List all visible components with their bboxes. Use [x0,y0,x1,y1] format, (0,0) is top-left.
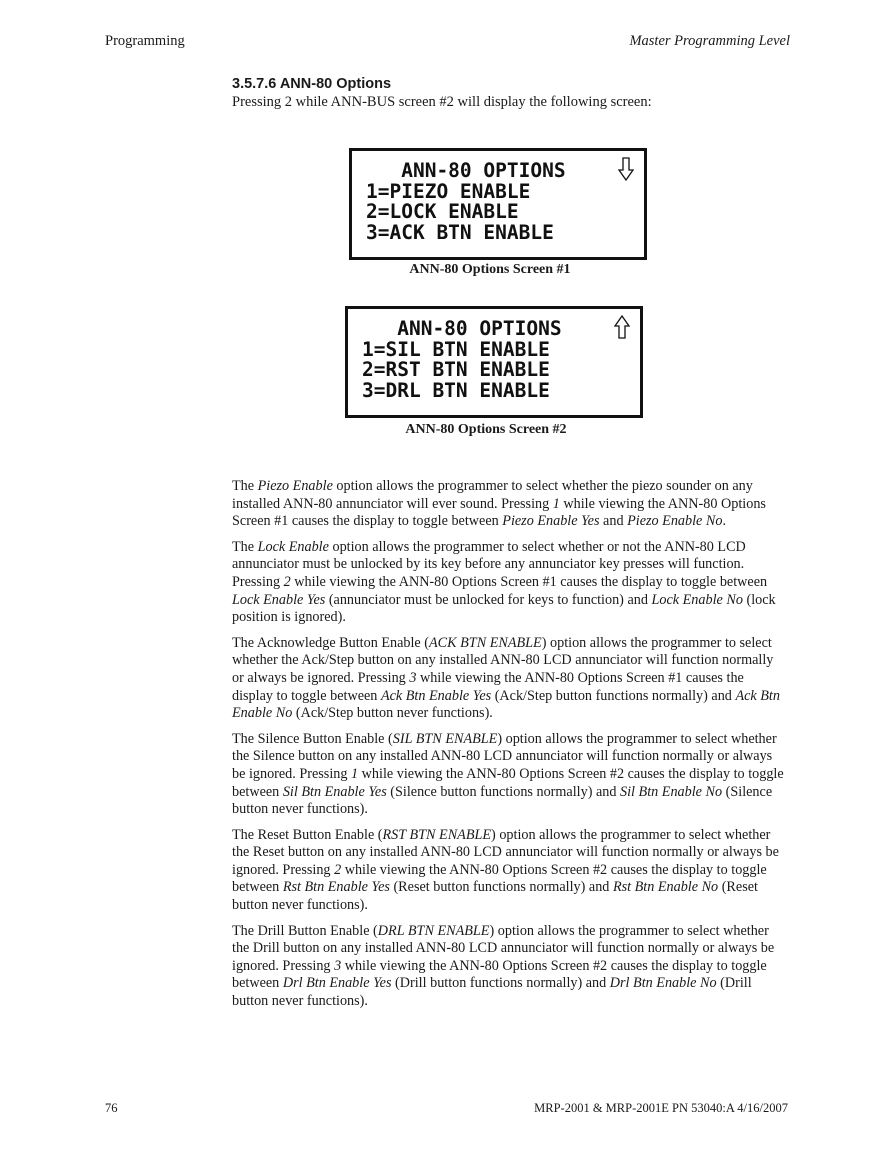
text-run: (Ack/Step button never functions). [292,705,493,722]
text-run: (Reset button never functions). [232,879,758,914]
text-run: The Reset Button Enable ( [232,826,383,843]
text-run: The Acknowledge Button Enable ( [232,634,429,651]
text-run: The [232,478,258,494]
section-intro: Pressing 2 while ANN-BUS screen #2 will display the following screen: [232,94,652,110]
italic-term: Ack Btn Enable No [232,687,780,722]
lcd-screen-2 [345,306,643,418]
body-paragraph [232,827,788,915]
italic-term: Rst Btn Enable Yes [282,879,390,896]
text-run: ) option allows the programmer to select whether the Drill button on any installed ANN-80 LCD annunciator will function normally or always be ignored. Pressing [232,922,775,974]
lcd-line: ANN-80 OPTIONS [362,317,562,340]
lcd-screen-1-caption: ANN-80 Options Screen #1 [409,262,571,277]
text-run: (Drill button never functions). [232,975,752,1010]
text-run: . [722,513,726,530]
text-run: while viewing the ANN-80 Options Screen #2 causes the display to toggle between [232,957,767,992]
italic-term: Lock Enable [257,538,329,555]
text-run: (Reset button functions normally) and [389,879,613,896]
text-run: (annunciator must be unlocked for keys to function) and [325,591,652,608]
italic-term: Piezo Enable Yes [502,513,600,530]
header-section-label: Programming [105,33,185,49]
text-run: (Ack/Step button functions normally) and [491,687,736,704]
italic-term: Sil Btn Enable No [620,783,723,800]
italic-term: Piezo Enable No [627,513,723,530]
italic-term: Sil Btn Enable Yes [282,783,387,800]
text-run: while viewing the ANN-80 Options Screen #1 causes the display to toggle between [232,495,766,530]
down-arrow-icon [618,157,634,181]
text-run: ) option allows the programmer to select whether the Ack/Step button on any installed ANN-80 LCD annunciator will function normally or always be ignored. Pressing [232,634,774,686]
up-arrow-icon [614,315,630,339]
body-paragraph [232,923,788,1011]
lcd-line: 2=RST BTN ENABLE [362,358,550,381]
body-text [232,478,788,1019]
lcd-line: 1=PIEZO ENABLE [366,179,531,203]
lcd-screen-2-caption: ANN-80 Options Screen #2 [405,422,567,437]
italic-term: SIL BTN ENABLE [392,730,498,747]
text-run: The [232,538,258,555]
italic-term: Rst Btn Enable No [612,879,719,896]
text-run: while viewing the ANN-80 Options Screen #1 causes the display to toggle between [232,669,744,704]
body-paragraph [232,635,788,723]
lcd-line: 1=SIL BTN ENABLE [362,337,550,361]
text-run: The Silence Button Enable ( [232,730,393,747]
italic-term: 2 [334,861,342,878]
italic-term: Piezo Enable [257,478,333,494]
italic-term: ACK BTN ENABLE [429,634,542,651]
italic-term: Drl Btn Enable Yes [282,975,392,992]
text-run: option allows the programmer to select whether the piezo sounder on any installed ANN-80 annunciator will ever sound. Pressing [232,478,753,512]
body-paragraph [232,539,788,627]
text-run: option allows the programmer to select whether or not the ANN-80 LCD annunciator must be unlocked by its key before any annunciator key presses will function. Pressing [232,538,746,590]
document-info: MRP-2001 & MRP-2001E PN 53040:A 4/16/2007 [534,1101,788,1115]
lcd-screen-1 [349,148,647,260]
italic-term: Ack Btn Enable Yes [380,687,492,704]
text-run: The Drill Button Enable ( [232,922,378,939]
italic-term: Drl Btn Enable No [609,975,717,992]
lcd-line: ANN-80 OPTIONS [366,159,566,182]
text-run: while viewing the ANN-80 Options Screen #2 causes the display to toggle between [232,861,767,896]
italic-term: 3 [334,957,342,974]
text-run: while viewing the ANN-80 Options Screen #1 causes the display to toggle between [290,573,768,590]
italic-term: Lock Enable No [651,591,743,608]
text-run: while viewing the ANN-80 Options Screen #2 causes the display to toggle between [232,765,784,800]
text-run: and [599,513,628,530]
lcd-line: 3=DRL BTN ENABLE [362,378,550,402]
text-run: ) option allows the programmer to select whether the Silence button on any installed ANN-80 LCD annunciator will function normally or always be ignored. Pressing [232,730,777,782]
page-number: 76 [105,1101,118,1115]
italic-term: 1 [351,765,359,782]
italic-term: Lock Enable Yes [232,591,326,608]
text-run: ) option allows the programmer to select whether the Reset button on any installed ANN-80 LCD annunciator will function normally or always be ignored. Pressing [232,826,779,878]
body-paragraph [232,478,788,531]
text-run: (Silence button functions normally) and [386,783,621,800]
italic-term: 1 [552,495,560,512]
lcd-line: 3=ACK BTN ENABLE [366,220,554,244]
italic-term: 3 [409,669,417,686]
header-level-label: Master Programming Level [629,33,790,49]
section-title: 3.5.7.6 ANN-80 Options [232,76,392,92]
lcd-line: 2=LOCK ENABLE [366,200,519,223]
body-paragraph [232,731,788,819]
italic-term: DRL BTN ENABLE [377,922,490,939]
text-run: (lock position is ignored). [232,591,776,626]
text-run: (Drill button functions normally) and [391,975,610,992]
text-run: (Silence button never functions). [232,783,773,818]
italic-term: 2 [283,573,291,590]
italic-term: RST BTN ENABLE [382,826,492,843]
